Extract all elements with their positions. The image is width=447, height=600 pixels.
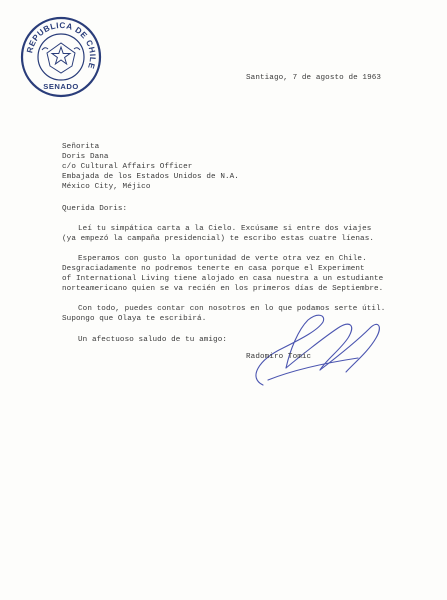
seal-ring-text: REPUBLICA DE CHILE [25,20,98,71]
body-line: Leí tu simpática carta a la Cielo. Excúsame si entre dos viajes [78,225,372,233]
body-line: Con todo, puedes contar con nosotros en lo que podamos serte útil. [78,305,386,313]
body-line: Desgraciadamente no podremos tenerte en casa porque el Experiment [62,265,365,273]
body-line: norteamericano quien se va recién en los primeros días de Septiembre. [62,285,384,293]
address-line: Embajada de los Estados Unidos de N.A. [62,173,239,181]
salutation: Querida Doris: [62,205,128,213]
address-line: Señorita [62,143,100,151]
signer-name: Radomiro Tomic [246,353,312,361]
address-line: Doris Dana [62,153,109,161]
handwritten-signature [228,300,393,395]
place-date-line: Santiago, 7 de agosto de 1963 [246,74,382,82]
closing-line: Un afectuoso saludo de tu amigo: [78,336,228,344]
address-line: México City, Méjico [62,183,151,191]
seal-bottom-text: SENADO [43,82,79,91]
body-line: Esperamos con gusto la oportunidad de verte otra vez en Chile. [78,255,367,263]
body-line: Supongo que Olaya te escribirá. [62,315,207,323]
address-line: c/o Cultural Affairs Officer [62,163,193,171]
body-line: of International Living tiene alojado en casa nuestra a un estudiante [62,275,384,283]
body-line: (ya empezó la campaña presidencial) te escribo estas cuatre líenas. [62,235,375,243]
senate-seal-logo [20,16,102,98]
